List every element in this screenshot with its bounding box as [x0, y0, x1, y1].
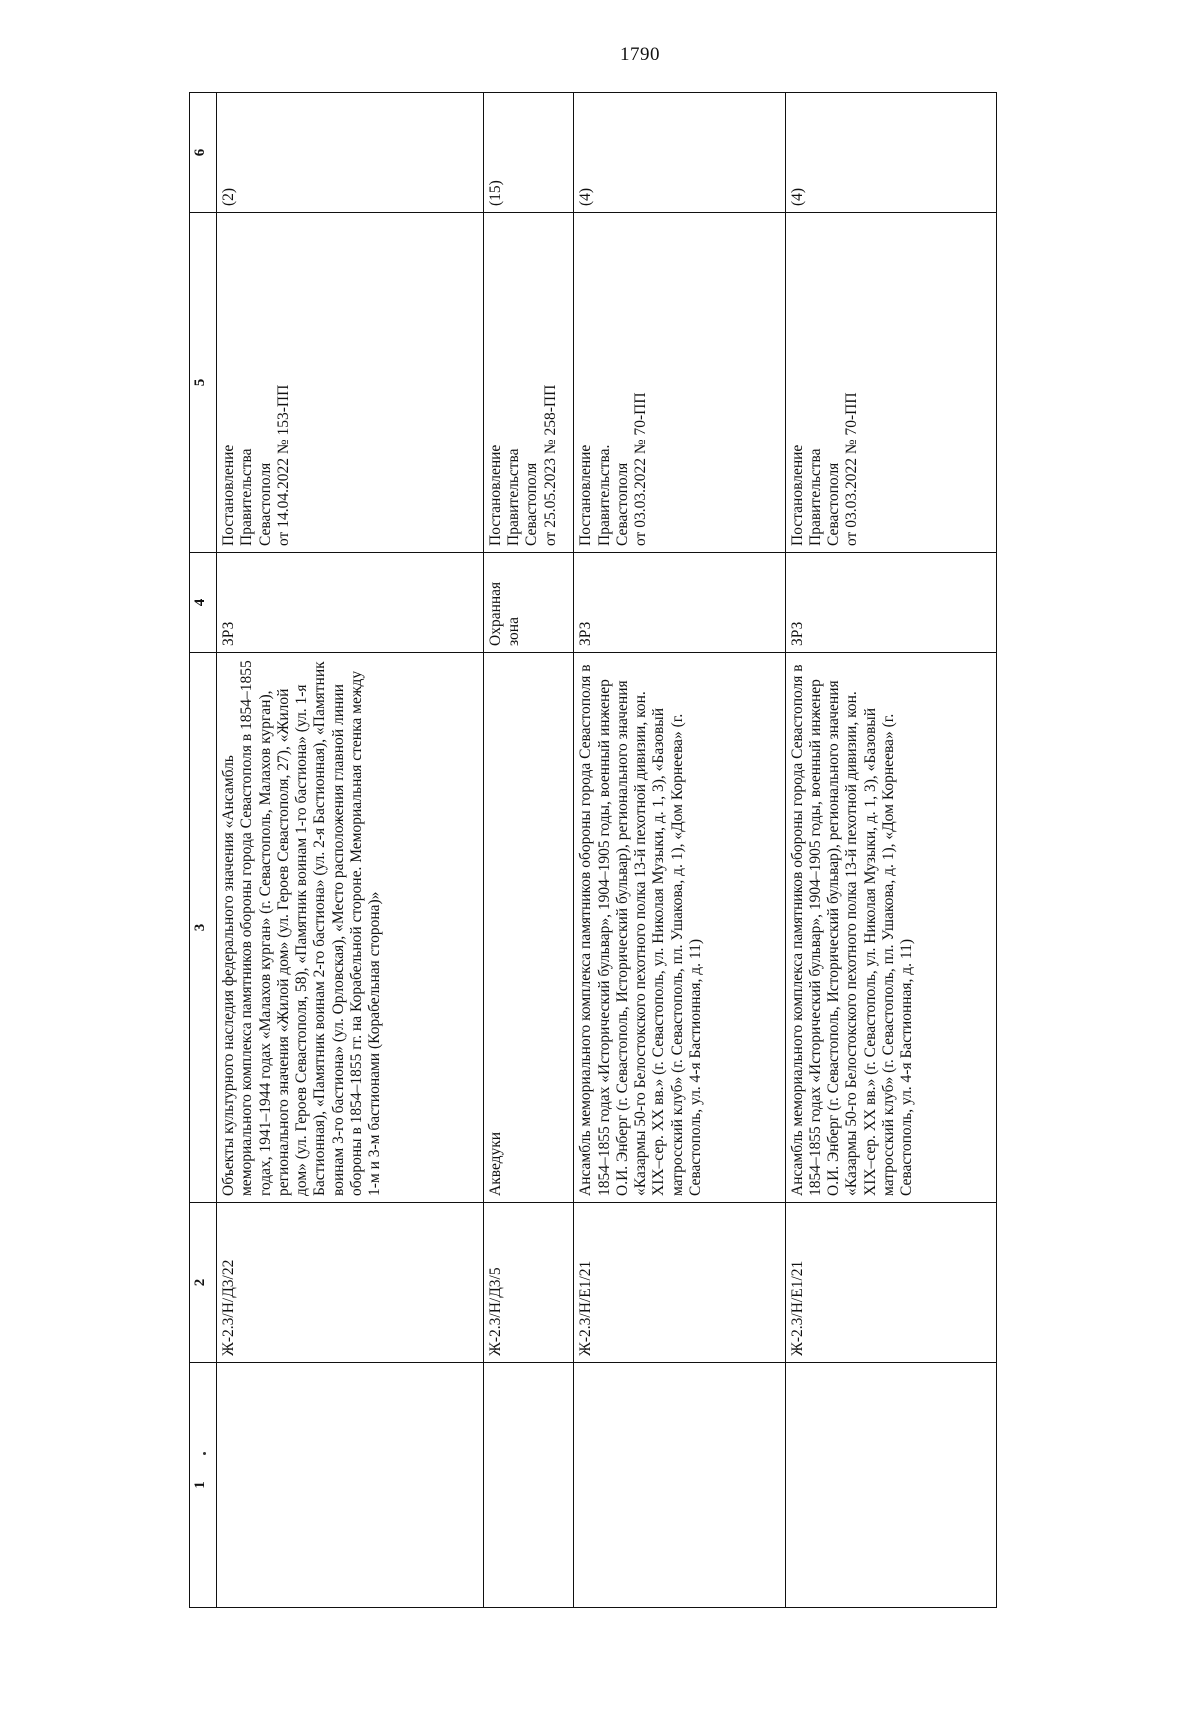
cell-document: Постановление Правительства. Севастополя от 03.03.2022 № 70-ПП	[574, 213, 785, 553]
cell-zone-type: ЗРЗ	[785, 553, 996, 653]
cell-object-description: Ансамбль мемориального комплекса памятников обороны города Севастополя в 1854–1855 годах «Исторический бульвар», 1904–1905 годы, военный инженер О.И. Энберг (г. Севастополь, Исторический бульвар), регионального значения «Казармы 50-го Белостокского пехотного полка 13-й пехотной дивизии, кон. XIX–сер. XX вв.» (г. Севастополь, ул. Николая Музыки, д. 1, 3), «Базовый матросский клуб» (г. Севастополь, пл. Ушакова, д. 1), «Дом Корнеева» (г. Севастополь, ул. 4-я Бастионная, д. 11)	[574, 653, 785, 1203]
cell-reference: (4)	[574, 93, 785, 213]
cell-object-description: Ансамбль мемориального комплекса памятников обороны города Севастополя в 1854–1855 годах «Исторический бульвар», 1904–1905 годы, военный инженер О.И. Энберг (г. Севастополь, Исторический бульвар), регионального значения «Казармы 50-го Белостокского пехотного полка 13-й пехотной дивизии, кон. XIX–сер. XX вв.» (г. Севастополь, ул. Николая Музыки, д. 1, 3), «Базовый матросский клуб» (г. Севастополь, пл. Ушакова, д. 1), «Дом Корнеева» (г. Севастополь, ул. 4-я Бастионная, д. 11)	[785, 653, 996, 1203]
cell-document: Постановление Правительства Севастополя от 25.05.2023 № 258-ПП	[483, 213, 574, 553]
cell-object-description: Акведуки	[483, 653, 574, 1203]
cell-zone-code: Ж-2.3/Н/Д3/5	[483, 1203, 574, 1363]
table-header-row	[190, 93, 217, 1608]
cell-number	[574, 1363, 785, 1608]
page-number: 1790	[620, 44, 660, 65]
document-table	[189, 92, 997, 1608]
cell-zone-type: ЗРЗ	[217, 553, 484, 653]
cell-zone-type: ЗРЗ	[574, 553, 785, 653]
cell-number	[217, 1363, 484, 1608]
column-header-5: 5	[190, 213, 217, 553]
column-header-3: 3	[190, 653, 217, 1203]
cell-number	[483, 1363, 574, 1608]
table-row	[217, 93, 484, 1608]
cell-document: Постановление Правительства Севастополя от 14.04.2022 № 153-ПП	[217, 213, 484, 553]
column-header-1: 1	[190, 1363, 217, 1608]
cell-zone-code: Ж-2.3/Н/Д3/22	[217, 1203, 484, 1363]
column-header-4: 4	[190, 553, 217, 653]
cell-reference: (2)	[217, 93, 484, 213]
cell-reference: (4)	[785, 93, 996, 213]
scan-speck	[203, 1452, 206, 1455]
cell-number	[785, 1363, 996, 1608]
rotated-table-frame	[189, 93, 997, 1608]
rotated-table-container	[189, 93, 997, 1608]
table-row	[483, 93, 574, 1608]
table-row	[574, 93, 785, 1608]
cell-document: Постановление Правительства Севастополя от 03.03.2022 № 70-ПП	[785, 213, 996, 553]
cell-zone-code: Ж-2.3/Н/Е1/21	[574, 1203, 785, 1363]
column-header-2: 2	[190, 1203, 217, 1363]
cell-object-description: Объекты культурного наследия федерального значения «Ансамбль мемориального комплекса памятников обороны города Севастополя в 1854–1855 годах, 1941–1944 годах «Малахов курган» (г. Севастополь, Малахов курган), регионального значения «Жилой дом» (ул. Героев Севастополя, 27), «Жилой дом» (ул. Героев Севастополя, 58), «Памятник воинам 1-го бастиона» (ул. 1-я Бастионная), «Памятник воинам 2-го бастиона» (ул. 2-я Бастионная), «Памятник воинам 3-го бастиона» (ул. Орловская), «Место расположения главной линии обороны в 1854–1855 гг. на Корабельной стороне. Мемориальная стенка между 1-м и 3-м бастионами (Корабельная сторона)»	[217, 653, 484, 1203]
column-header-6: 6	[190, 93, 217, 213]
cell-reference: (15)	[483, 93, 574, 213]
cell-zone-code: Ж-2.3/Н/Е1/21	[785, 1203, 996, 1363]
cell-zone-type: Охранная зона	[483, 553, 574, 653]
table-row	[785, 93, 996, 1608]
